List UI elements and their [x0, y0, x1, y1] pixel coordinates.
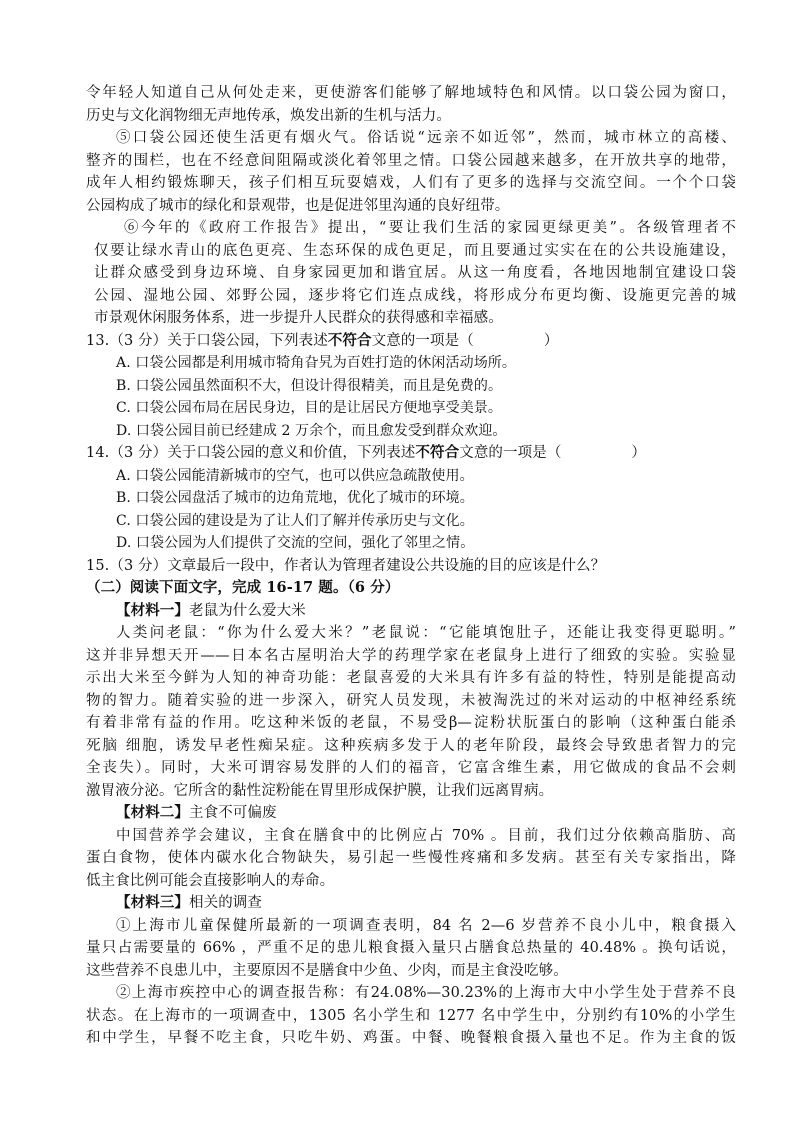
passage-paragraph-4-continued — [86, 82, 736, 127]
text-line: 市景观休闲服务体系，进一步提升人民群众的获得感和幸福感。 — [94, 310, 503, 326]
text-line: 人类问老鼠：“你为什么爱大米？”老鼠说：“它能填饱肚子，还能让我变得更聪明。” — [116, 625, 736, 641]
text-line: 这些营养不良患儿中，主要原因不是膳食中少鱼、少肉，而是主食没吃够。 — [86, 962, 568, 979]
text-line: ⑥今年的《政府工作报告》提出，“要让我们生活的家园更绿更美”。各级管理者不 — [124, 220, 736, 236]
option-b: B. 口袋公园盘活了城市的边角荒地，优化了城市的环境。 — [116, 490, 474, 506]
material-label: 【材料二】 — [116, 804, 189, 821]
stem-text: 14.（3 分）关于口袋公园的意义和价值，下列表述 — [86, 445, 416, 461]
stem-text: ） — [543, 332, 559, 349]
option-a: A. 口袋公园都是利用城市犄角旮旯为百姓打造的休闲活动场所。 — [116, 355, 517, 371]
stem-text: 文意的一项是（ — [371, 332, 474, 349]
text-line: 中国营养学会建议，主食在膳食中的比例应占 70% 。目前，我们过分依赖高脂肪、高 — [116, 827, 736, 844]
option-a: A. 口袋公园能清新城市的空气，也可以供应急疏散使用。 — [116, 467, 474, 484]
material-label: 【材料三】 — [116, 894, 189, 911]
text-line: 公园、湿地公园、郊野公园，逐步将它们连点成线，将形成分布更均衡、设施更完善的城 — [94, 287, 736, 304]
option-d: D. 口袋公园为人们提供了交流的空间，强化了邻里之情。 — [116, 535, 475, 551]
text-line: ⑤口袋公园还使生活更有烟火气。俗话说“远亲不如近邻”，然而，城市林立的高楼、 — [116, 130, 736, 146]
question-14 — [86, 442, 736, 555]
text-line: 令年轻人知道自己从何处走来，更使游客们能够了解地域特色和风情。以口袋公园为窗口， — [86, 85, 736, 101]
text-line: 历史与文化润物细无声地传承，焕发出新的生机与活力。 — [86, 107, 451, 124]
text-line: 蛋白食物，使体内碳水化合物缺失，易引起一些慢性疼痛和多发病。甚至有关专家指出，降 — [86, 850, 736, 866]
question-15 — [86, 555, 736, 578]
material-2-title — [86, 802, 736, 825]
text-line: 和中学生，早餐不吃主食，只吃牛奶、鸡蛋。中餐、晚餐粮食摄入量也不足。作为主食的饭 — [86, 1030, 736, 1046]
text-line: 低主食比例可能会直接影响人的寿命。 — [86, 872, 335, 889]
text-line: 状态。在上海市的一项调查中，1305 名小学生和 1277 名中学生中，分别约有10%的小学生 — [86, 1007, 736, 1024]
passage-paragraph-6 — [86, 217, 736, 330]
text-line: 激胃液分泌。它所含的黏性淀粉能在胃里形成保护膜，让我们远离胃病。 — [86, 782, 554, 799]
option-d: D. 口袋公园目前已经建成 2 万余个，而且愈发受到群众欢迎。 — [116, 422, 507, 439]
option-c: C. 口袋公园的建设是为了让人们了解并传承历史与文化。 — [116, 512, 474, 529]
passage-paragraph-5 — [86, 127, 736, 217]
material-title: 老鼠为什么爱大米 — [189, 602, 306, 619]
text-line: 仅要让绿水青山的底色更亮、生态环保的成色更足，而且要通过实实在在的公共设施建设， — [94, 242, 736, 259]
text-line: 这并非异想天开——日本名古屋明治大学的药理学家在老鼠身上进行了细致的实验。实验显 — [86, 647, 736, 664]
text-line: 公园构成了城市的绿化和景观带，也是促进邻里沟通的良好纽带。 — [86, 197, 510, 214]
text-line: 示出大米至今鲜为人知的神奇功能：老鼠喜爱的大米具有许多有益的特性，特别是能提高动 — [86, 670, 736, 686]
question-stem: 15.（3 分）文章最后一段中，作者认为管理者建设公共设施的目的应该是什么？ — [86, 557, 606, 574]
text-line: 死脑 细胞，诱发早老性痴呆症。这种疾病多发于人的老年阶段，最终会导致患者智力的完 — [86, 737, 736, 754]
stem-emphasis: 不符合 — [327, 331, 372, 349]
material-1-title — [86, 600, 736, 623]
material-label: 【材料一】 — [116, 601, 189, 619]
stem-emphasis: 不符合 — [415, 444, 460, 461]
text-line: 让群众感受到身边环境、自身家园更加和谐宜居。从这一角度看，各地因地制宜建设口袋 — [94, 265, 736, 281]
material-title: 主食不可偏废 — [189, 805, 277, 821]
section-heading: （二）阅读下面文字，完成 16-17 题。（6 分） — [86, 579, 400, 596]
question-13 — [86, 330, 736, 443]
text-line: 整齐的围栏，也在不经意间阻隔或淡化着邻里之情。口袋公园越来越多，在开放共享的地带， — [86, 152, 736, 169]
text-line: 有着非常有益的作用。吃这种米饭的老鼠，不易受β—淀粉状朊蛋白的影响（这种蛋白能杀 — [86, 715, 736, 731]
stem-text: 13.（3 分）关于口袋公园，下列表述 — [86, 332, 328, 349]
question-stem — [86, 442, 736, 465]
stem-text: ） — [631, 445, 647, 461]
text-line: 全丧失）。同时，大米可谓容易发胖的人们的福音，它富含维生素，用它做成的食品不会刺 — [86, 760, 736, 776]
text-line: 物的智力。随着实验的进一步深入，研究人员发现，未被淘洗过的米对运动的中枢神经系统 — [86, 692, 736, 709]
material-3-title — [86, 892, 736, 915]
option-b: B. 口袋公园虽然面积不大，但设计得很精美，而且是免费的。 — [116, 377, 503, 394]
stem-text: 文意的一项是（ — [459, 445, 562, 461]
text-line: 成年人相约锻炼聊天，孩子们相互玩耍嬉戏，人们有了更多的选择与交流空间。一个个口袋 — [86, 175, 736, 191]
text-line: ①上海市儿童保健所最新的一项调查表明，84 名 2—6 岁营养不良小儿中，粮食摄入 — [116, 917, 736, 934]
text-line: 量只占需要量的 66% ，严重不足的患儿粮食摄入量只占膳食总热量的 40.48% 。换句话说， — [86, 940, 736, 956]
material-title: 相关的调查 — [189, 895, 262, 911]
text-line: ②上海市疾控中心的调查报告称：有24.08%—30.23%的上海市大中小学生处于营养不良 — [116, 985, 736, 1001]
section-2 — [86, 577, 736, 1050]
option-c: C. 口袋公园布局在居民身边，目的是让居民方便地享受美景。 — [116, 400, 503, 416]
question-stem — [86, 330, 736, 353]
